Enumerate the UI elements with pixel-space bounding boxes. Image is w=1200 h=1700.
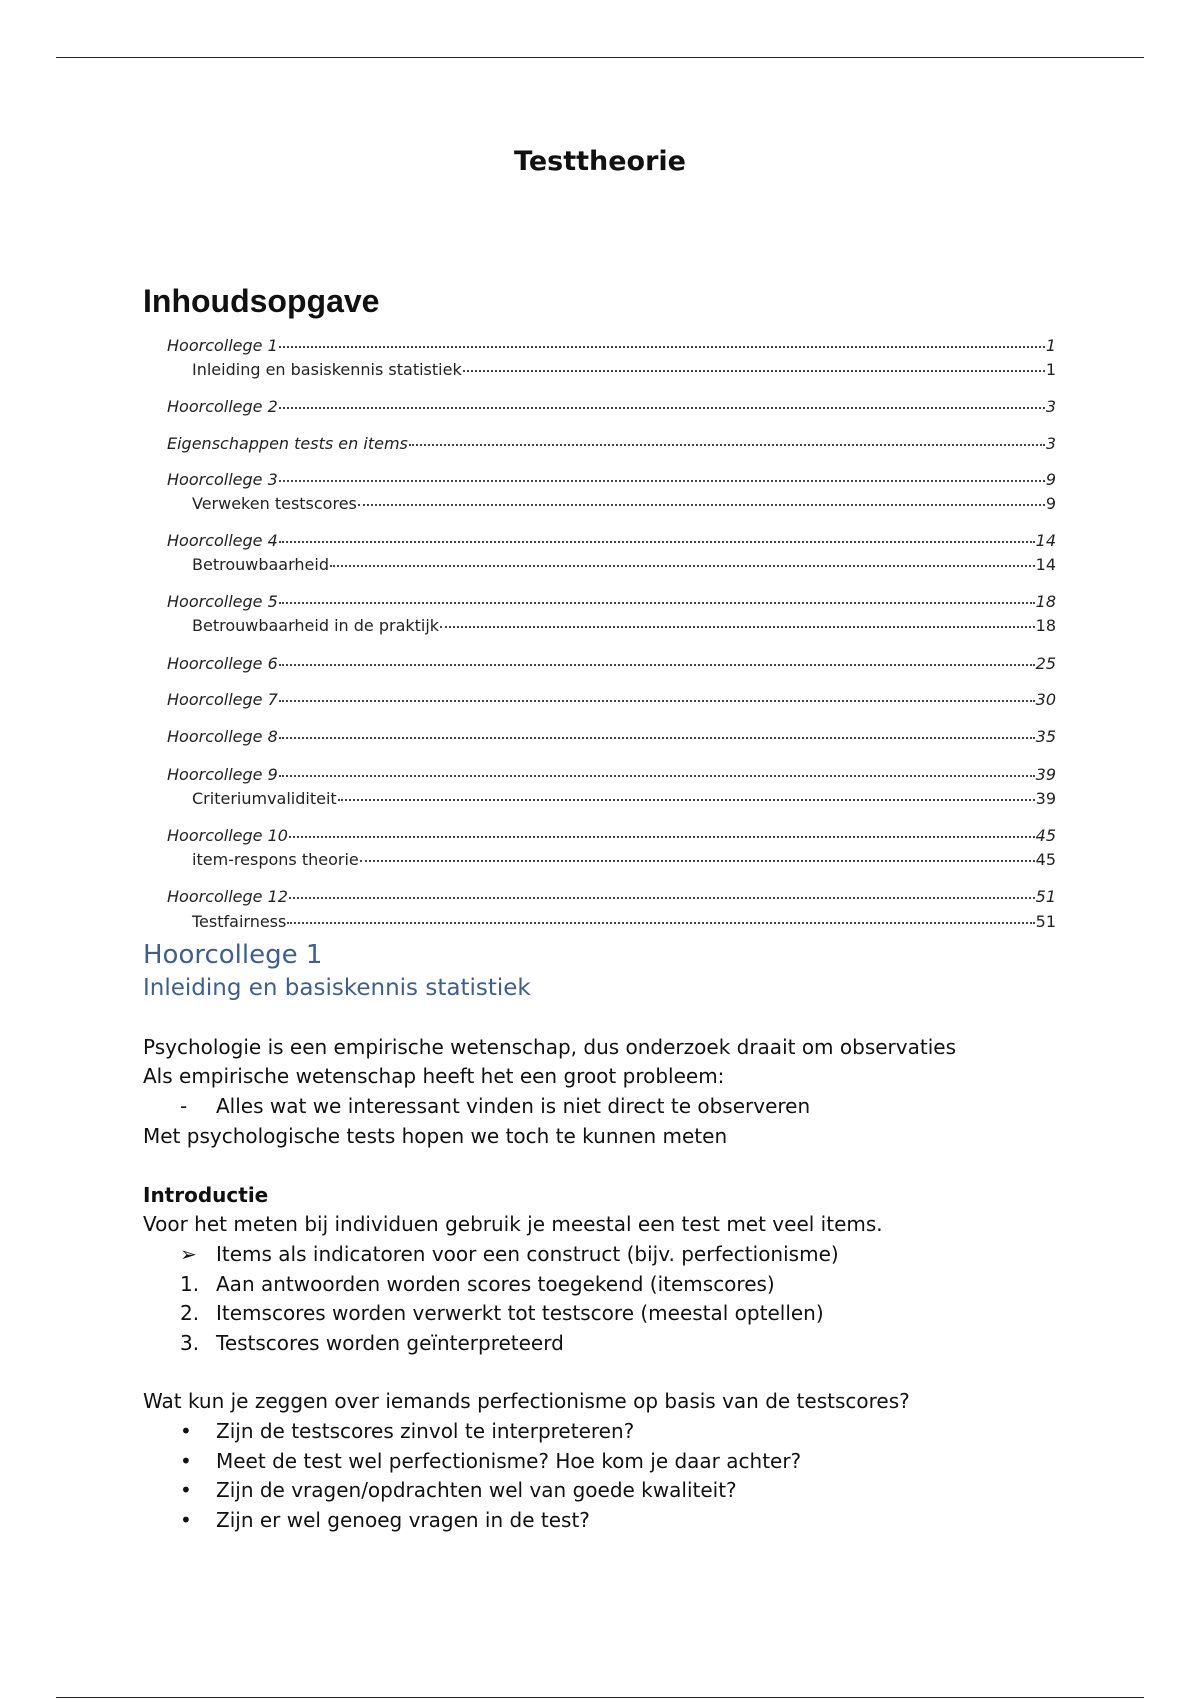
toc-entry[interactable]: Hoorcollege 5 18 <box>167 592 1056 611</box>
toc-entry[interactable]: Hoorcollege 8 35 <box>167 727 1056 746</box>
section-subheading: Inleiding en basiskennis statistiek <box>143 975 531 1001</box>
toc-entry[interactable]: Betrouwbaarheid in de praktijk 18 <box>192 616 1056 635</box>
toc-entry[interactable]: Hoorcollege 9 39 <box>167 765 1056 784</box>
toc-entry[interactable]: Hoorcollege 4 14 <box>167 531 1056 550</box>
paragraph-line: Als empirische wetenschap heeft het een groot probleem: <box>143 1064 725 1088</box>
numbered-list-item: 2. Itemscores worden verwerkt tot testscore (meestal optellen) <box>180 1301 824 1325</box>
footer-rule <box>56 1697 1144 1698</box>
paragraph-line: Wat kun je zeggen over iemands perfectionisme op basis van de testscores? <box>143 1389 910 1413</box>
subsection-heading: Introductie <box>143 1183 269 1207</box>
bullet-list-item: • Zijn de testscores zinvol te interpreteren? <box>180 1419 635 1443</box>
section-heading: Hoorcollege 1 <box>143 940 323 970</box>
toc-entry[interactable]: Hoorcollege 2 3 <box>167 397 1056 416</box>
numbered-list-item: 1. Aan antwoorden worden scores toegekend (itemscores) <box>180 1272 775 1296</box>
toc-entry[interactable]: Hoorcollege 6 25 <box>167 654 1056 673</box>
toc-entry[interactable]: Hoorcollege 1 1 <box>167 336 1056 355</box>
toc-entry[interactable]: Betrouwbaarheid 14 <box>192 555 1056 574</box>
toc-entry[interactable]: Testfairness 51 <box>192 912 1056 931</box>
toc-entry[interactable]: Criteriumvaliditeit 39 <box>192 789 1056 808</box>
toc-entry[interactable]: Hoorcollege 3 9 <box>167 470 1056 489</box>
toc-entry[interactable]: Eigenschappen tests en items 3 <box>167 434 1056 453</box>
bullet-list-item: • Zijn er wel genoeg vragen in de test? <box>180 1508 590 1532</box>
numbered-list-item: 3. Testscores worden geïnterpreteerd <box>180 1331 564 1355</box>
document-title: Testtheorie <box>514 146 686 177</box>
paragraph-line: Psychologie is een empirische wetenschap, dus onderzoek draait om observaties <box>143 1035 956 1059</box>
toc-entry[interactable]: Inleiding en basiskennis statistiek 1 <box>192 360 1056 379</box>
header-rule <box>56 57 1144 58</box>
bullet-list-item: • Meet de test wel perfectionisme? Hoe kom je daar achter? <box>180 1449 802 1473</box>
toc-entry[interactable]: item-respons theorie 45 <box>192 850 1056 869</box>
paragraph-line: Voor het meten bij individuen gebruik je meestal een test met veel items. <box>143 1212 883 1236</box>
toc-entry[interactable]: Hoorcollege 12 51 <box>167 887 1056 906</box>
bullet-list-item: • Zijn de vragen/opdrachten wel van goede kwaliteit? <box>180 1478 737 1502</box>
toc-entry[interactable]: Verweken testscores 9 <box>192 494 1056 513</box>
paragraph-line: Met psychologische tests hopen we toch te kunnen meten <box>143 1124 728 1148</box>
toc-entry[interactable]: Hoorcollege 10 45 <box>167 826 1056 845</box>
toc-heading: Inhoudsopgave <box>143 283 380 319</box>
arrow-list-item: ➢ Items als indicatoren voor een construct (bijv. perfectionisme) <box>180 1242 839 1266</box>
toc-entry[interactable]: Hoorcollege 7 30 <box>167 690 1056 709</box>
dash-list-item: - Alles wat we interessant vinden is niet direct te observeren <box>180 1094 811 1118</box>
